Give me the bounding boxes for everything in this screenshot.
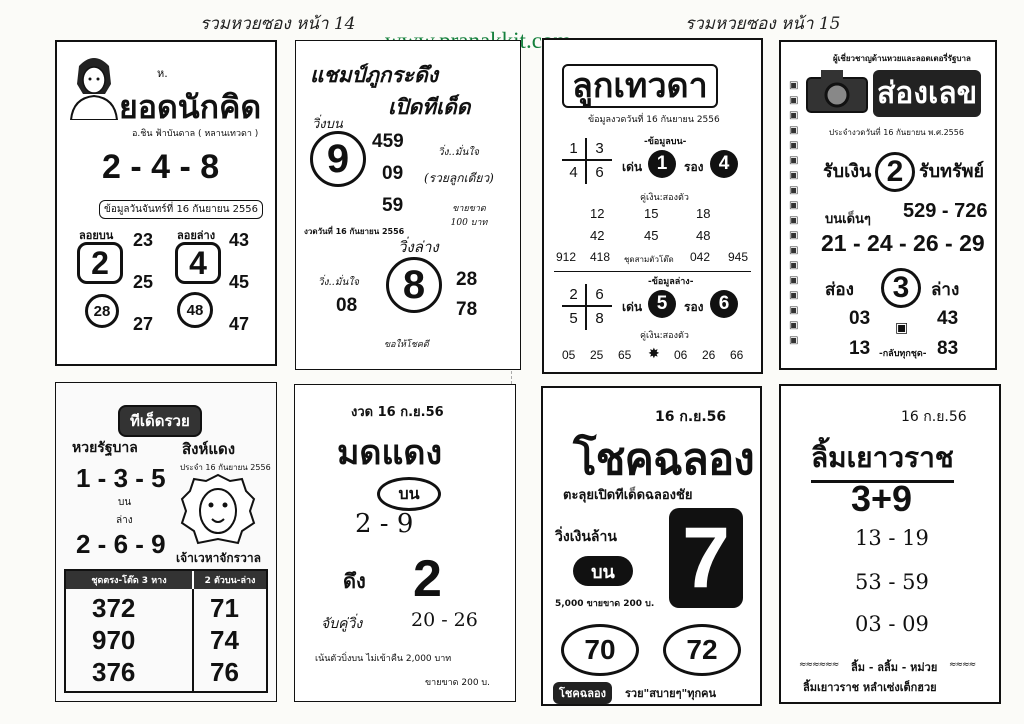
table-cell: 376 — [92, 657, 136, 687]
table-cell: 970 — [92, 625, 136, 655]
number-table — [64, 569, 268, 693]
number: 26 — [702, 348, 716, 362]
top-digit-circle: 9 — [310, 131, 366, 187]
camera-icon — [803, 66, 873, 116]
title-line-1: แชมป์ภูกระดึง — [310, 62, 438, 87]
byline: อ.ชิน ฟ้าบันดาล ( หลานเทวดา ) — [132, 129, 259, 139]
bottom-run-label: วิ่งล่าง — [398, 238, 439, 256]
panel-song-lek — [779, 40, 997, 370]
divider-decoration: ≈≈≈≈≈≈ — [799, 660, 839, 670]
low-label: ล่าง — [931, 280, 960, 299]
number: 42 — [590, 228, 605, 243]
number-circle: 48 — [177, 292, 213, 328]
table-cell: 74 — [210, 625, 239, 655]
panel-yod-nak-khit — [55, 40, 277, 366]
number-circle: 28 — [85, 294, 119, 328]
left-title: หวยรัฐบาล — [72, 439, 138, 455]
bottom-label: -ข้อมูลล่าง- — [648, 277, 694, 287]
number: 45 — [229, 272, 250, 292]
number: 47 — [229, 314, 250, 334]
number: 08 — [336, 295, 358, 316]
top-label: -ข้อมูลบน- — [644, 137, 687, 147]
camera-icon: ▣ — [895, 320, 909, 336]
number: 418 — [590, 250, 611, 264]
note: วิ่ง..มั่นใจ — [318, 277, 360, 288]
right-title: สิงห์แดง — [182, 441, 236, 458]
number: 459 — [372, 131, 404, 152]
footer-badge: โชคฉลอง — [553, 682, 612, 704]
number-pair: 13 - 19 — [855, 526, 929, 550]
number: 25 — [133, 272, 154, 292]
table-cell: 71 — [210, 593, 239, 623]
subtitle: ตะลุยเปิดทีเด็ดฉลองชัย — [563, 487, 693, 502]
number-pair: 03 - 09 — [855, 612, 929, 636]
sub-label: บนเด็นๆ — [825, 212, 871, 227]
number-oval: 70 — [561, 624, 639, 676]
title-line-2: เปิดทีเด็ด — [388, 94, 471, 119]
table-cell: 372 — [92, 593, 136, 623]
date-line: 16 ก.ย.56 — [655, 409, 727, 425]
number: 945 — [728, 250, 749, 264]
pair-label: คู่เงิน:สองตัว — [640, 193, 689, 203]
date-line: งวดวันที่ 16 กันยายน 2556 — [304, 227, 405, 236]
number: 45 — [644, 228, 659, 243]
number: 48 — [696, 228, 711, 243]
column-header: ชุดตรง-โต๊ด 3 หาง — [66, 571, 192, 589]
number: 12 — [590, 206, 605, 221]
bottom-digit-circle: 8 — [386, 257, 442, 313]
footer: ลิ้มเยาวราช หลำเซ่งเต็กฮวย — [803, 681, 937, 694]
number: 83 — [937, 338, 959, 359]
panel-title: ลิ้มเยาวราช — [811, 436, 954, 483]
main-numbers: 3+9 — [851, 478, 913, 519]
note: เน้นตัวบิ่งบน ไม่เข้าคืน 2,000 บาท — [315, 654, 452, 664]
number: 09 — [382, 163, 404, 184]
thinker-illustration — [65, 54, 123, 120]
panel-title: ลูกเทวดา — [562, 64, 718, 108]
page-header-right: รวมหวยซอง หน้า 15 — [685, 14, 841, 34]
panel-luk-thewada — [542, 38, 763, 374]
digit-circle: 3 — [881, 268, 921, 308]
star-icon: ✸ — [648, 346, 660, 362]
top-label: บน — [118, 497, 132, 508]
number: 43 — [937, 308, 959, 329]
pair-label: คู่เงิน:สองตัว — [640, 331, 689, 341]
date-line: งวด 16 ก.ย.56 — [351, 405, 444, 420]
panel-title: ส่องเลข — [873, 70, 981, 117]
number-pair: 2 - 9 — [355, 509, 414, 539]
note: วิ่ง..มั่นใจ — [438, 147, 480, 158]
bottom-label: ลอยล่าง — [177, 229, 216, 242]
footer: รวย"สบายๆ"ทุกคน — [625, 687, 717, 700]
set-label: ชุดสามตัวโต๊ด — [624, 255, 674, 264]
price: ขายขาด 200 บ. — [425, 678, 491, 688]
panel-title: ยอดนักคิด — [119, 89, 262, 125]
panel-champ-phukradueng — [295, 40, 521, 370]
digit-grid-top: 1 3 4 6 — [562, 138, 612, 184]
footer-names: ลิ้ม - ลลิ้ม - หม่วย — [851, 661, 938, 674]
price: 5,000 ขายขาด 200 บ. — [555, 599, 655, 609]
number-pair: 20 - 26 — [411, 609, 478, 631]
bottom-numbers: 2 - 6 - 9 — [76, 529, 166, 559]
top-pill: บน — [573, 556, 633, 586]
caption: วิ่งเงินล้าน — [555, 528, 617, 544]
column-divider — [192, 589, 194, 691]
number: 23 — [133, 230, 154, 250]
lead-digit: 1 — [648, 150, 676, 178]
number: 05 — [562, 348, 576, 362]
lead-label: เด่น — [622, 160, 643, 174]
panel-title: มดแดง — [337, 433, 443, 473]
number: 65 — [618, 348, 632, 362]
date-line: ประจำงวดวันที่ 16 กันยายน พ.ศ.2556 — [829, 128, 964, 137]
top-run-label: วิ่งบน — [312, 117, 343, 132]
sub-digit: 6 — [710, 290, 738, 318]
bottom-label: ล่าง — [116, 515, 133, 526]
wish: ขอให้โชคดี — [384, 340, 429, 350]
top-label: ลอยบน — [79, 229, 114, 242]
price-note: ขายขาด 100 บาท — [450, 204, 488, 228]
number: 15 — [644, 206, 659, 221]
panel-lim-yaowarat — [779, 384, 1001, 704]
see-label: ส่อง — [825, 280, 854, 299]
number-pair: 529 - 726 — [903, 200, 988, 222]
title-badge: ห. — [157, 67, 168, 80]
number: 13 — [849, 338, 871, 359]
date-line: ประจำ 16 กันยายน 2556 — [180, 463, 271, 472]
number: 28 — [456, 269, 478, 290]
date-line: ข้อมูลวันจันทร์ที่ 16 กันยายน 2556 — [99, 200, 263, 219]
number: 912 — [556, 250, 577, 264]
title-badge: ทีเด็ดรวย — [118, 405, 202, 437]
main-numbers: 2 - 4 - 8 — [102, 148, 220, 186]
panel-thi-det-ruay — [55, 382, 277, 702]
lead-digit: 5 — [648, 290, 676, 318]
digit-circle: 2 — [875, 152, 915, 192]
column-header: 2 ตัวบน-ล่าง — [192, 571, 266, 589]
number: 78 — [456, 299, 478, 320]
number-oval: 72 — [663, 624, 741, 676]
number: 27 — [133, 314, 154, 334]
sub-digit: 4 — [710, 150, 738, 178]
note: (รวยลูกเดียว) — [424, 171, 494, 185]
left-label: รับเงิน — [823, 161, 872, 181]
number: 66 — [730, 348, 744, 362]
panel-title: โชคฉลอง — [573, 435, 754, 484]
sub-label: รอง — [684, 160, 704, 174]
lead-label: เด่น — [622, 300, 643, 314]
reverse-label: -กลับทุกชุด- — [879, 349, 927, 359]
page-header-left: รวมหวยซอง หน้า 14 — [200, 14, 356, 34]
number: 18 — [696, 206, 711, 221]
signature-label: เจ้าเวหาจักรวาล — [176, 551, 261, 565]
top-numbers: 1 - 3 - 5 — [76, 463, 166, 493]
divider — [554, 271, 751, 272]
pull-label: ดึง — [343, 569, 366, 593]
sub-label: รอง — [684, 300, 704, 314]
number-row: 21 - 24 - 26 - 29 — [821, 230, 985, 256]
number: 03 — [849, 308, 871, 329]
top-digit-box: 2 — [77, 242, 123, 284]
lion-head-icon — [180, 473, 256, 545]
number: 25 — [590, 348, 604, 362]
number: 59 — [382, 195, 404, 216]
date-line: 16 ก.ย.56 — [901, 409, 967, 425]
divider-decoration: ≈≈≈≈ — [949, 660, 976, 670]
number: 43 — [229, 230, 250, 250]
digit-grid-bottom: 2 6 5 8 — [562, 284, 612, 330]
table-cell: 76 — [210, 657, 239, 687]
panel-chok-chalong — [541, 386, 762, 706]
panel-mod-daeng — [294, 384, 516, 702]
date-line: ข้อมูลงวดวันที่ 16 กันยายน 2556 — [588, 115, 720, 125]
camera-icon-column: ▣ ▣ ▣ ▣ ▣ ▣ ▣ ▣ ▣ ▣ ▣ ▣ ▣ ▣ ▣ ▣ ▣ ▣ — [789, 80, 799, 346]
big-digit: 2 — [413, 550, 442, 608]
number: 06 — [674, 348, 688, 362]
number-pair: 53 - 59 — [855, 570, 929, 594]
caption: ผู้เชี่ยวชาญด้านหวยและลอตเตอรี่รัฐบาล — [833, 54, 971, 63]
pair-label: จับคู่วิ่ง — [321, 616, 363, 632]
number: 042 — [690, 250, 711, 264]
top-oval: บน — [377, 477, 441, 511]
bottom-digit-box: 4 — [175, 242, 221, 284]
right-label: รับทรัพย์ — [919, 161, 985, 181]
big-digit-block: 7 — [669, 508, 743, 608]
